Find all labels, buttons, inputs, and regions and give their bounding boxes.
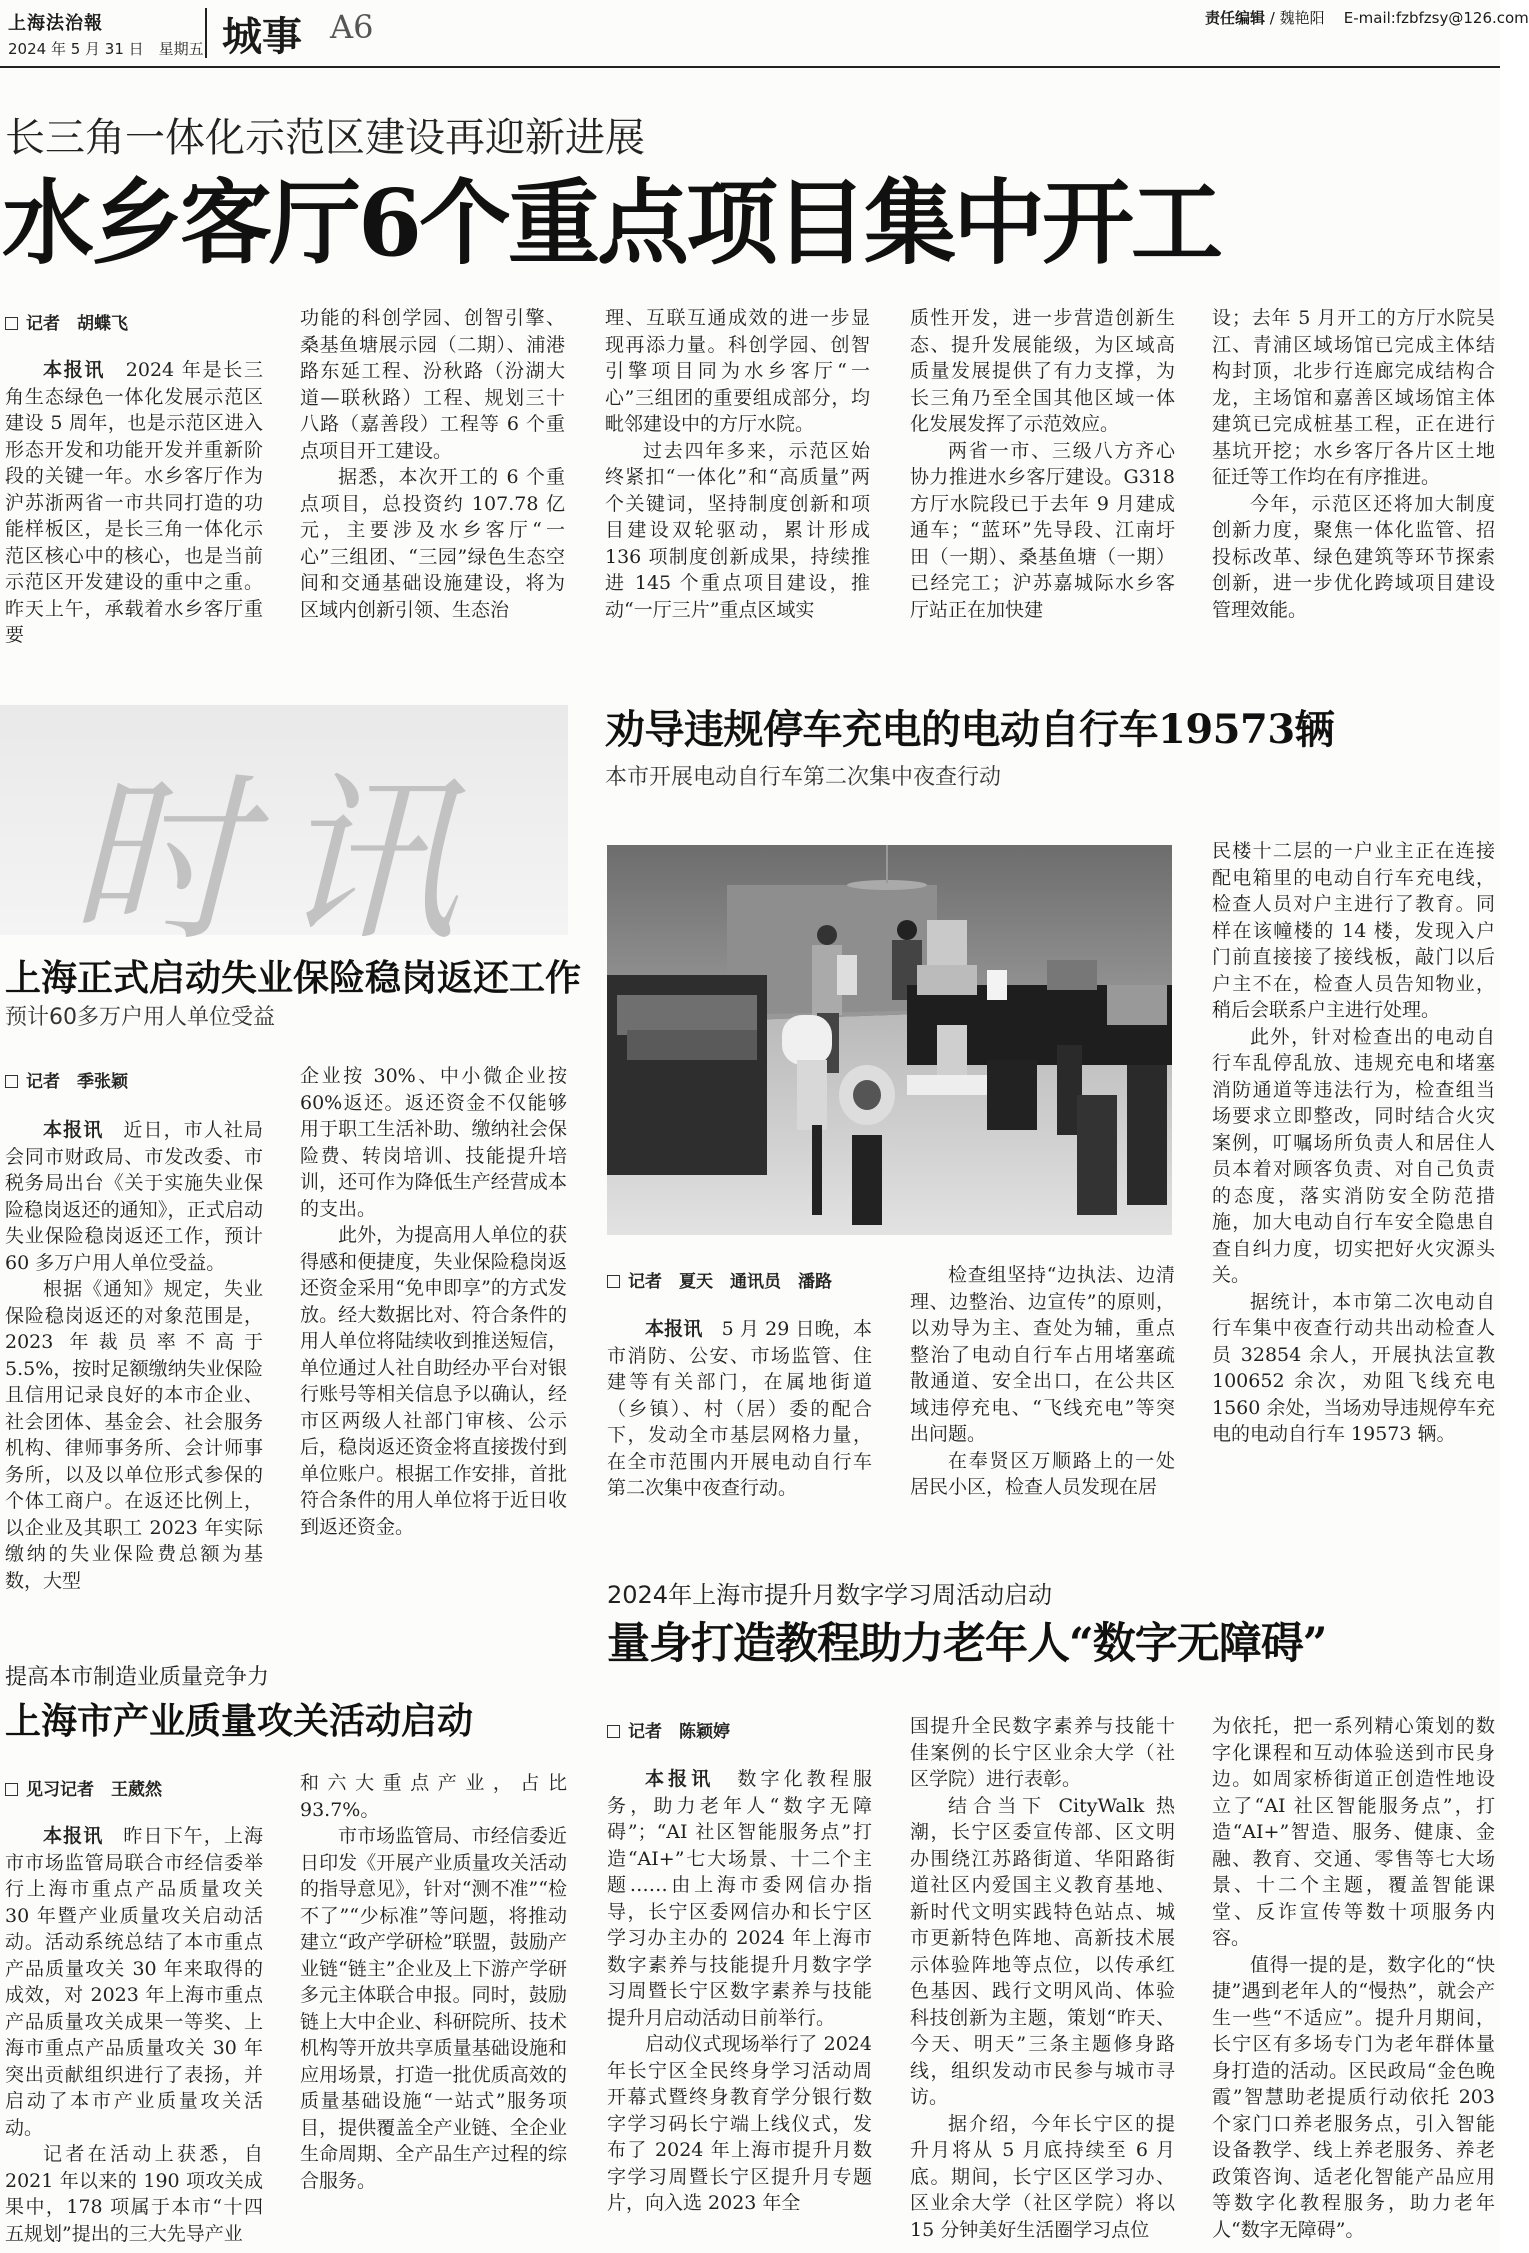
top-headline: 水乡客厅6个重点项目集中开工 xyxy=(2,169,1221,277)
quality-headline: 上海市产业质量攻关活动启动 xyxy=(5,1700,474,1742)
paper-name: 上海法治報 xyxy=(8,13,103,34)
unemp-subhead: 预计60多万户用人单位受益 xyxy=(5,1005,275,1030)
unemp-byline: 记者 季张颖 xyxy=(5,1067,128,1092)
byline-box-icon xyxy=(607,1725,620,1738)
paragraph: 本报讯 昨日下午，上海市市场监管局联合市经信委举行上海市重点产品质量攻关 30 年暨产业质量攻关启动活动。活动系统总结了本市重点产品质量攻关 30 年来取得的成效，对 2023 年上海市重点产品质量攻关成果一等奖、上海市重点产品质量攻关 30 年突出贡献组织进行了表扬，并启动了本市产业质量攻关活动。 xyxy=(5,1825,263,2139)
paragraph: 市市场监管局、市经信委近日印发《开展产业质量攻关活动的指导意见》，针对“测不准”“检不了”“少标准”等问题，将推动建立“政产学研检”联盟，鼓励产业链“链主”企业及上下游产学研多元主体联合申报。同时，鼓励链上大中企业、科研院所、技术机构等开放共享质量基础设施和应用场景，打造一批优质高效的质量基础设施“一站式”服务项目，提供覆盖全产业链、全企业生命周期、全产品生产过程的综合服务。 xyxy=(300,1825,567,2192)
ebike-photo xyxy=(607,845,1172,1235)
unemp-col-1 xyxy=(5,1117,263,1594)
paragraph: 功能的科创学园、创智引擎、桑基鱼塘展示园（二期）、浦港路东延工程、汾秋路（汾湖大道—联秋路）工程、规划三十八路（嘉善段）工程等 6 个重点项目开工建设。 xyxy=(300,307,565,462)
editor-email: E-mail:fzbfzsy@126.com xyxy=(1343,9,1529,27)
paragraph: 和六大重点产业，占比 93.7%。 xyxy=(300,1772,567,1821)
digital-byline: 记者 陈颖婷 xyxy=(607,1717,730,1742)
paragraph: 值得一提的是，数字化的“快捷”遇到老年人的“慢热”，就会产生一些“不适应”。提升月期间，长宁区有多场专门为老年群体量身打造的活动。区民政局“金色晚霞”智慧助老提质行动依托 203 个家门口养老服务点，引入智能设备教学、线上养老服务、养老政策咨询、适老化智能产品应用等数字化教程服务，助力老年人“数字无障碍”。 xyxy=(1212,1953,1495,2241)
room-inspection-photo xyxy=(607,845,1172,1235)
byline-box-icon xyxy=(5,1075,18,1088)
paragraph: 据统计，本市第二次电动自行车集中夜查行动共出动检查人员 32854 余人，开展执法宣教 100652 余次，劝阻飞线充电 1560 余处，当场劝导违规停车充电的电动自行车 19573 辆。 xyxy=(1212,1290,1495,1445)
paragraph: 为依托，把一系列精心策划的数字化课程和互动体验送到市民身边。如周家桥街道正创造性地设立了“AI 社区智能服务点”，打造“AI+”智造、服务、健康、金融、教育、交通、零售等七大场景、十二个主题，覆盖智能课堂、反诈宣传等数十项服务内容。 xyxy=(1212,1715,1495,1949)
ebike-col-1 xyxy=(607,1316,872,1502)
quality-kicker: 提高本市制造业质量竞争力 xyxy=(5,1665,270,1690)
paragraph: 本报讯 2024 年是长三角生态绿色一体化发展示范区建设 5 周年，也是示范区进入形态开发和功能开发并重新阶段的关键一年。水乡客厅作为沪苏浙两省一市共同打造的功能样板区，是长三角一体化示范区核心中的核心，也是当前示范区开发建设的重中之重。昨天上午，承载着水乡客厅重要 xyxy=(5,359,263,646)
digital-headline: 量身打造教程助力老年人“数字无障碍” xyxy=(607,1619,1327,1669)
byline-box-icon xyxy=(5,317,18,330)
paragraph: 据介绍，今年长宁区的提升月将从 5 月底持续至 6 月底。期间，长宁区区学习办、区业余大学（社区学院）将以 15 分钟美好生活圈学习点位 xyxy=(910,2112,1175,2241)
top-col-5 xyxy=(1212,305,1495,623)
quality-col-1 xyxy=(5,1823,263,2247)
byline-box-icon xyxy=(607,1275,620,1288)
section-title: 城事 xyxy=(222,13,302,60)
paragraph: 记者在活动上获悉，自 2021 年以来的 190 项攻关成果中，178 项属于本市“十四五规划”提出的三大先导产业 xyxy=(5,2143,263,2245)
paragraph: 本报讯 5 月 29 日晚，本市消防、公安、市场监管、住建等有关部门，在属地街道（乡镇）、村（居）委的配合下，发动全市基层网格力量，在全市范围内开展电动自行车第二次集中夜查行动。 xyxy=(607,1318,872,1499)
paragraph: 结合当下 CityWalk 热潮，长宁区委宣传部、区文明办围绕江苏路街道、华阳路街道社区内爱国主义教育基地、新时代文明实践特色站点、城市更新特色阵地、高新技术展示体验阵地等点位，以传承红色基因、践行文明风尚、体验科技创新为主题，策划“昨天、今天、明天”三条主题修身路线，组织发动市民参与城市寻访。 xyxy=(910,1794,1175,2108)
digital-col-2 xyxy=(910,1713,1175,2243)
masthead xyxy=(0,0,1529,68)
top-col-1 xyxy=(5,357,263,649)
digital-col-3 xyxy=(1212,1713,1495,2243)
paragraph: 启动仪式现场举行了 2024 年长宁区全民终身学习活动周开幕式暨终身教育学分银行数字学习码长宁端上线仪式，发布了 2024 年上海市提升月数字学习周暨长宁区提升月专题片，向入选 2023 年全 xyxy=(607,2033,872,2214)
digital-col-1 xyxy=(607,1766,872,2217)
paragraph: 理、互联互通成效的进一步显现再添力量。科创学园、创智引擎项目同为水乡客厅“一心”三组团的重要组成部分，均毗邻建设中的方厅水院。 xyxy=(605,307,870,435)
ebike-col-2 xyxy=(910,1262,1175,1501)
paragraph: 过去四年多来，示范区始终紧扣“一体化”和“高质量”两个关键词，坚持制度创新和项目建设双轮驱动，累计形成 136 项制度创新成果，持续推进 145 个重点项目建设，推动“一厅三片”重点区域实 xyxy=(605,439,870,621)
top-col-2 xyxy=(300,305,565,623)
top-col-3 xyxy=(605,305,870,623)
masthead-divider xyxy=(205,8,207,58)
date-line: 2024 年 5 月 31 日 星期五 xyxy=(8,40,204,58)
paragraph: 本报讯 近日，市人社局会同市财政局、市发改委、市税务局出台《关于实施失业保险稳岗返还的通知》，正式启动失业保险稳岗返还工作，预计 60 多万户用人单位受益。 xyxy=(5,1119,263,1274)
ebike-col-3 xyxy=(1212,838,1495,1448)
quality-col-2 xyxy=(300,1770,567,2194)
byline-box-icon xyxy=(5,1783,18,1796)
paragraph: 此外，针对检查出的电动自行车乱停乱放、违规充电和堵塞消防通道等违法行为，检查组当场要求立即整改，同时结合火灾案例，叮嘱场所负责人和居住人员本着对顾客负责、对自己负责的态度，落实消防安全防范措施，加大电动自行车安全隐患自查自纠力度，切实把好火灾源头关。 xyxy=(1212,1025,1495,1286)
ebike-headline: 劝导违规停车充电的电动自行车19573辆 xyxy=(605,706,1335,753)
paragraph: 此外，为提高用人单位的获得感和便捷度，失业保险稳岗返还资金采用“免申即享”的方式发放。经大数据比对、符合条件的用人单位将陆续收到推送短信，单位通过人社自助经办平台对银行账号等相关信息予以确认，经市区两级人社部门审核、公示后，稳岗返还资金将直接拨付到单位账户。根据工作安排，首批符合条件的用人单位将于近日收到返还资金。 xyxy=(300,1224,567,1538)
paragraph: 企业按 30%、中小微企业按 60%返还。返还资金不仅能够用于职工生活补助、缴纳社会保险费、转岗培训、技能提升培训，还可作为降低生产经营成本的支出。 xyxy=(300,1065,567,1220)
page-number: A6 xyxy=(330,8,374,46)
paragraph: 国提升全民数字素养与技能十佳案例的长宁区业余大学（社区学院）进行表彰。 xyxy=(910,1715,1175,1790)
paragraph: 在奉贤区万顺路上的一处居民小区，检查人员发现在居 xyxy=(910,1449,1175,1498)
unemp-col-2 xyxy=(300,1063,567,1540)
ebike-byline: 记者 夏天 通讯员 潘路 xyxy=(607,1267,832,1292)
ebike-subhead: 本市开展电动自行车第二次集中夜查行动 xyxy=(605,765,1002,790)
digital-kicker: 2024年上海市提升月数字学习周活动启动 xyxy=(607,1581,1053,1609)
editor-name: 魏艳阳 xyxy=(1279,9,1325,27)
paragraph: 质性开发，进一步营造创新生态、提升发展能级，为区域高质量发展提供了有力支撑，为长三角乃至全国其他区域一体化发展发挥了示范效应。 xyxy=(910,307,1175,435)
editor-label: 责任编辑 xyxy=(1205,9,1266,27)
paragraph: 设；去年 5 月开工的方厅水院吴江、青浦区域场馆已完成主体结构封顶，北步行连廊完成结构合龙，主场馆和嘉善区域场馆主体建筑已完成桩基工程，正在进行基坑开挖；水乡客厅各片区土地征迁等工作均在有序推进。 xyxy=(1212,307,1495,488)
quality-byline: 见习记者 王葳然 xyxy=(5,1775,162,1800)
paragraph: 本报讯 数字化教程服务，助力老年人“数字无障碍”；“AI 社区智能服务点”打造“AI+”七大场景、十二个主题……由上海市委网信办指导，长宁区委网信办和长宁区学习办主办的 2024 年上海市数字素养与技能提升月数字学习周暨长宁区数字素养与技能提升月启动活动日前举行。 xyxy=(607,1768,872,2029)
top-byline: 记者 胡蝶飞 xyxy=(5,309,128,334)
shixun-title: 时讯 xyxy=(68,757,489,966)
paragraph: 检查组坚持“边执法、边清理、边整治、边宣传”的原则，以劝导为主、查处为辅，重点整治了电动自行车占用堵塞疏散通道、安全出口，在公共区域违停充电、“飞线充电”等突出问题。 xyxy=(910,1264,1175,1445)
top-col-4 xyxy=(910,305,1175,623)
masthead-rule xyxy=(0,66,1500,68)
paragraph: 今年，示范区还将加大制度创新力度，聚焦一体化监管、招投标改革、绿色建筑等环节探索创新，进一步优化跨域项目建设管理效能。 xyxy=(1212,492,1495,621)
paragraph: 据悉，本次开工的 6 个重点项目，总投资约 107.78 亿元，主要涉及水乡客厅“一心”三组团、“三园”绿色生态空间和交通基础设施建设，将为区域内创新引领、生态治 xyxy=(300,466,565,621)
paragraph: 两省一市、三级八方齐心协力推进水乡客厅建设。G318 方厅水院段已于去年 9 月建成通车；“蓝环”先导段、江南圩田（一期）、桑基鱼塘（一期）已经完工；沪苏嘉城际水乡客厅站正在加快建 xyxy=(910,439,1175,621)
paragraph: 民楼十二层的一户业主正在连接配电箱里的电动自行车充电线，检查人员对户主进行了教育。同样在该幢楼的 14 楼，发现入户门前直接接了接线板，敲门以后户主不在，检查人员告知物业，稍后会联系户主进行处理。 xyxy=(1212,840,1495,1021)
editor-info: 责任编辑 / 魏艳阳 E-mail:fzbfzsy@126.com xyxy=(1205,9,1529,27)
unemp-headline: 上海正式启动失业保险稳岗返还工作 xyxy=(5,957,582,999)
shixun-banner xyxy=(0,705,568,966)
top-kicker: 长三角一体化示范区建设再迎新进展 xyxy=(5,115,645,161)
paragraph: 根据《通知》规定，失业保险稳岗返还的对象范围是，2023 年裁员率不高于 5.5%，按时足额缴纳失业保险且信用记录良好的本市企业、社会团体、基金会、社会服务机构、律师事务所、会计师事务所，以及以单位形式参保的个体工商户。在返还比例上，以企业及其职工 2023 年实际缴纳的失业保险费总额为基数，大型 xyxy=(5,1278,263,1592)
